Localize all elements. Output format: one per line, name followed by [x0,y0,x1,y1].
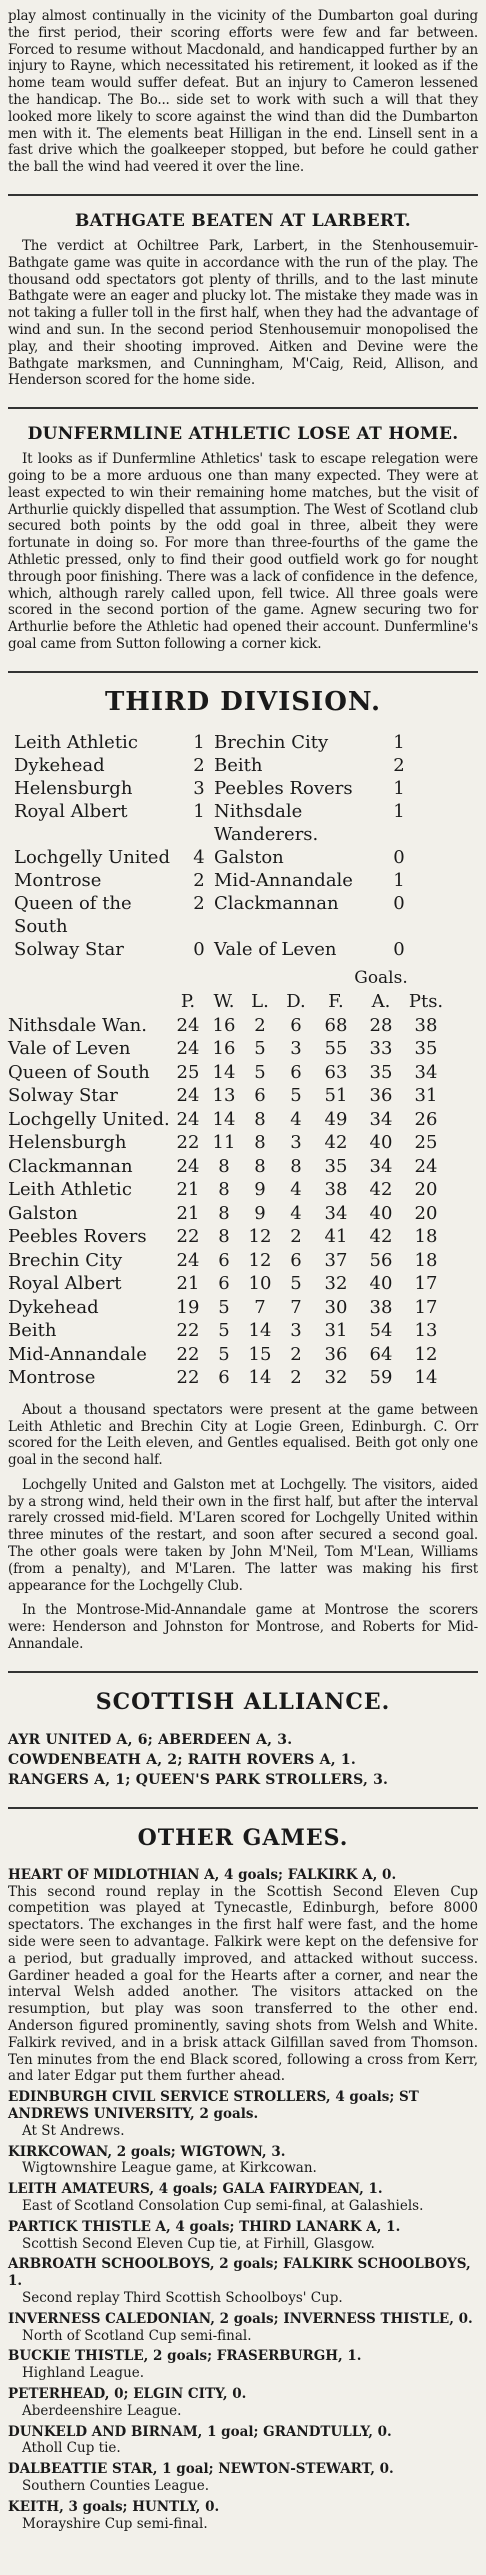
stat-cell: 8 [254,1155,266,1177]
table-row [8,1108,478,1132]
stat-cell: 8 [218,1179,230,1201]
stat-cell: 16 [212,1014,236,1036]
stat-cell: 36 [324,1343,348,1365]
stat-cell: 5 [290,1085,302,1107]
section-divider [8,1807,478,1809]
team-name: Dykehead [8,1296,99,1318]
stat-cell: 25 [176,1061,200,1083]
alliance-title: SCOTTISH ALLIANCE. [95,1688,391,1715]
team-name: Royal Albert [8,1273,122,1295]
table-row [8,1178,478,1202]
stat-cell: 14 [248,1367,272,1389]
stat-cell: 42 [369,1179,393,1201]
stat-cell: 19 [176,1296,200,1318]
stat-cell: 34 [369,1108,393,1130]
stat-cell: 11 [212,1132,236,1154]
stat-cell: 2 [290,1343,302,1365]
goals-label-row [8,967,478,991]
alliance-line: COWDENBEATH A, 2; RAITH ROVERS A, 1. [8,1751,356,1768]
report-leith-brechin: About a thousand spectators were present at the game between Leith Athletic and Brechin City at Logie Green, Edinburgh. C. Orr scored for the Leith eleven, and Gentles equalised. Beith got only one goal in the second half. [8,1401,478,1469]
stat-cell: 24 [414,1155,438,1177]
stat-cell: 38 [414,1014,438,1036]
stat-cell: 21 [176,1273,200,1295]
team-name: Lochgelly United. [8,1108,170,1130]
goals-label: Goals. [354,967,408,988]
team-name: Beith [8,1320,57,1342]
stat-cell: 35 [369,1061,393,1083]
stat-cell: 12 [248,1249,272,1271]
table-row [8,1319,478,1343]
stat-cell: 55 [324,1038,348,1060]
stat-cell: 22 [176,1132,200,1154]
stat-cell: 3 [290,1320,302,1342]
stat-cell: 22 [176,1320,200,1342]
stat-cell: 24 [176,1108,200,1130]
stat-cell: 24 [176,1038,200,1060]
stat-cell: 24 [176,1014,200,1036]
game-note: Wigtownshire League game, at Kirkcowan. [22,2160,317,2177]
stat-cell: 2 [290,1226,302,1248]
table-row [8,1343,478,1367]
game-note: Scottish Second Eleven Cup tie, at Firhill, Glasgow. [22,2235,375,2252]
team-name: Nithsdale Wan. [8,1014,147,1036]
stat-cell: 32 [324,1273,348,1295]
stat-cell: 37 [324,1249,348,1271]
other-games-title: OTHER GAMES. [137,1824,349,1851]
stat-cell: 24 [176,1249,200,1271]
alliance-results [8,1731,478,1789]
stat-cell: 40 [369,1273,393,1295]
team-name: Solway Star [8,1085,118,1107]
stat-cell: 5 [290,1273,302,1295]
stat-cell: 20 [414,1202,438,1224]
stat-cell: 14 [212,1108,236,1130]
table-row [8,1131,478,1155]
stat-cell: 17 [414,1273,438,1295]
stat-cell: 2 [254,1014,266,1036]
stat-cell: 14 [212,1061,236,1083]
stat-cell: 35 [414,1038,438,1060]
stat-cell: 4 [290,1202,302,1224]
result-row: Lochgelly United 4 Galston 0 [14,846,405,868]
alliance-line: AYR UNITED A, 6; ABERDEEN A, 3. [8,1731,293,1748]
table-row [8,1202,478,1226]
stat-cell: 8 [254,1108,266,1130]
section-divider [8,194,478,196]
stat-cell: 34 [369,1155,393,1177]
table-row [8,1296,478,1320]
game-note: At St Andrews. [22,2122,125,2139]
stat-cell: 30 [324,1296,348,1318]
game-headline: KIRKCOWAN, 2 goals; WIGTOWN, 3. [8,2143,286,2160]
game-headline: PETERHEAD, 0; ELGIN CITY, 0. [8,2385,247,2402]
alliance-line: RANGERS A, 1; QUEEN'S PARK STROLLERS, 3. [8,1771,389,1788]
stat-cell: 34 [324,1202,348,1224]
stat-cell: 9 [254,1202,266,1224]
game-headline: INVERNESS CALEDONIAN, 2 goals; INVERNESS THISTLE, 0. [8,2310,473,2327]
stat-cell: 38 [324,1179,348,1201]
stat-cell: 40 [369,1202,393,1224]
stat-cell: 5 [254,1038,266,1060]
section-divider [8,671,478,673]
game-note: Morayshire Cup semi-final. [22,2515,208,2532]
result-row: Queen of the South 2 Clackmannan 0 [14,892,405,937]
stat-cell: 41 [324,1226,348,1248]
result-row: Helensburgh 3 Peebles Rovers 1 [14,777,405,799]
stat-cell: 8 [290,1155,302,1177]
team-name: Mid-Annandale [8,1343,147,1365]
stat-cell: 63 [324,1061,348,1083]
stat-cell: 8 [218,1155,230,1177]
game-note: East of Scotland Consolation Cup semi-final, at Galashiels. [22,2198,424,2214]
stat-cell: 21 [176,1202,200,1224]
team-name: Vale of Leven [8,1038,131,1060]
team-name: Peebles Rovers [8,1226,147,1248]
stat-cell: 4 [290,1179,302,1201]
intro-paragraph: play almost continually in the vicinity of the Dumbarton goal during the first period, their scoring efforts were few and far between. Forced to resume without Macdonald, and handicapped further by an injury to Rayne, which necessitated his retirement, it looked as if the home team would suffer defeat. But an injury to Cameron lessened the handicap. The Bo... side set to work with such a will that they looked more likely to score against the wind than did the Dumbarton men with it. The elements beat Hilligan in the end. Linsell sent in a fast drive which the goalkeeper stopped, but before he could gather the ball the wind had veered it over the line. [8,8,478,176]
table-row [8,1155,478,1179]
stat-cell: 5 [254,1061,266,1083]
team-name: Clackmannan [8,1155,133,1177]
stat-cell: 13 [414,1320,438,1342]
stat-cell: 31 [324,1320,348,1342]
stat-cell: 5 [218,1296,230,1318]
stat-cell: 24 [176,1155,200,1177]
stat-cell: 17 [414,1296,438,1318]
stat-cell: 31 [414,1085,438,1107]
table-row [8,1272,478,1296]
team-name: Montrose [8,1367,96,1389]
stat-cell: 38 [369,1296,393,1318]
table-row [8,1225,478,1249]
stat-cell: 8 [218,1202,230,1224]
stat-cell: 7 [254,1296,266,1318]
game-headline: DALBEATTIE STAR, 1 goal; NEWTON-STEWART, 0. [8,2461,394,2478]
stat-cell: 34 [414,1061,438,1083]
report-lochgelly-galston: Lochgelly United and Galston met at Lochgelly. The visitors, aided by a strong wind, held their own in the first half, but after the interval rarely crossed mid-field. M'Laren scored for Lochgelly United within three minutes of the restart, and soon after secured a second goal. The other goals were taken by John M'Neil, Tom M'Lean, Williams (from a penalty), and M'Laren. The latter was making his first appearance for the Lochgelly Club. [8,1476,478,1594]
stat-cell: 6 [254,1085,266,1107]
game-headline: ARBROATH SCHOOLBOYS, 2 goals; FALKIRK SCHOOLBOYS, 1. [8,2256,471,2290]
stat-cell: 5 [218,1320,230,1342]
league-table [8,967,478,1390]
stat-cell: 26 [414,1108,438,1130]
stat-cell: 10 [248,1273,272,1295]
stat-cell: 6 [290,1061,302,1083]
table-row [8,1366,478,1390]
game-headline: EDINBURGH CIVIL SERVICE STROLLERS, 4 goals; ST ANDREWS UNIVERSITY, 2 goals. [8,2089,419,2123]
stat-cell: 6 [218,1249,230,1271]
dunfermline-paragraph: It looks as if Dunfermline Athletics' task to escape relegation were going to be a more arduous one than many expected. They were at least expected to win their remaining home matches, but the visit of Arthurlie quickly dispelled that assumption. The West of Scotland club secured both points by the odd goal in three, albeit they were fortunate in doing so. For more than three-fourths of the game the Athletic pressed, only to find their good outfield work go for nought through poor finishing. There was a lack of confidence in the defence, which, although rarely called upon, fell twice. All three goals were scored in the second portion of the game. Agnew securing two for Arthurlie before the Athletic had opened their account. Dunfermline's goal came from Sutton following a corner kick. [8,451,478,652]
game-headline: LEITH AMATEURS, 4 goals; GALA FAIRYDEAN, 1. [8,2181,383,2198]
stat-cell: 14 [414,1367,438,1389]
stat-cell: 20 [414,1179,438,1201]
game-headline: DUNKELD AND BIRNAM, 1 goal; GRANDTULLY, 0. [8,2423,392,2440]
hearts-report: This second round replay in the Scottish Second Eleven Cup competition was played at Tynecastle, Edinburgh, before 8000 spectators. The exchanges in the first half were fast, and the home side were seen to advantage. Falkirk were kept on the defensive for a period, but gradually improved, and attacked without success. Gardiner headed a goal for the Hearts after a corner, and near the interval Welsh added another. The visitors attacked on the resumption, but play was soon transferred to the other end. Anderson figured prominently, saving shots from Welsh and White. Falkirk revived, and in a brisk attack Gilfillan saved from Thomson. Ten minutes from the end Black scored, following a cross from Kerr, and later Edgar put them further ahead. [8,1883,478,2085]
result-row: Royal Albert 1 Nithsdale Wanderers. 1 [14,800,405,845]
table-row [8,1037,478,1061]
stat-cell: 56 [369,1249,393,1271]
stat-cell: 12 [414,1343,438,1365]
stat-cell: 33 [369,1038,393,1060]
third-division-title: THIRD DIVISION. [104,686,382,717]
stat-cell: 22 [176,1367,200,1389]
stat-cell: 6 [218,1273,230,1295]
stat-cell: 22 [176,1226,200,1248]
result-row: Solway Star 0 Vale of Leven 0 [14,938,405,960]
stat-cell: 22 [176,1343,200,1365]
team-name: Queen of South [8,1061,150,1083]
game-note: Second replay Third Scottish Schoolboys' Cup. [22,2289,343,2306]
stat-cell: 6 [290,1249,302,1271]
stat-cell: 40 [369,1132,393,1154]
stat-cell: 24 [176,1085,200,1107]
game-note: North of Scotland Cup semi-final. [22,2327,252,2344]
stat-cell: 7 [290,1296,302,1318]
stat-cell: 59 [369,1367,393,1389]
stat-cell: 42 [369,1226,393,1248]
table-row [8,1014,478,1038]
stat-cell: 51 [324,1085,348,1107]
table-row [8,1249,478,1273]
stat-cell: 28 [369,1014,393,1036]
section-divider [8,1671,478,1673]
stat-cell: 16 [212,1038,236,1060]
result-row: Dykehead 2 Beith 2 [14,754,405,776]
stat-cell: 4 [290,1108,302,1130]
stat-cell: 6 [290,1014,302,1036]
stat-cell: 14 [248,1320,272,1342]
game-headline: PARTICK THISTLE A, 4 goals; THIRD LANARK A, 1. [8,2218,401,2235]
stat-cell: 42 [324,1132,348,1154]
stat-cell: 13 [212,1085,236,1107]
team-name: Brechin City [8,1249,123,1271]
report-montrose: In the Montrose-Mid-Annandale game at Montrose the scorers were: Henderson and Johnston for Montrose, and Roberts for Mid-Annandale. [8,1602,478,1653]
table-header-row: P. W. L. D. F. A. Pts. [180,991,444,1013]
stat-cell: 5 [218,1343,230,1365]
stat-cell: 54 [369,1320,393,1342]
stat-cell: 3 [290,1132,302,1154]
game-note: Aberdeenshire League. [22,2402,182,2419]
table-row [8,1084,478,1108]
stat-cell: 3 [290,1038,302,1060]
hearts-headline: HEART OF MIDLOTHIAN A, 4 goals; FALKIRK A, 0. [8,1866,397,1883]
stat-cell: 18 [414,1226,438,1248]
stat-cell: 8 [218,1226,230,1248]
bathgate-paragraph: The verdict at Ochiltree Park, Larbert, in the Stenhousemuir-Bathgate game was quite in accordance with the run of the play. The thousand odd spectators got plenty of thrills, and to the last minute Bathgate were an eager and plucky lot. The mistake they made was in not taking a fuller toll in the first half, when they had the advantage of wind and sun. In the second period Stenhousemuir monopolised the play, and their shooting improved. Aitken and Devine were the Bathgate marksmen, and Cunningham, M'Caig, Reid, Allison, and Henderson scored for the home side. [8,237,478,389]
stat-cell: 68 [324,1014,348,1036]
stat-cell: 15 [248,1343,272,1365]
team-name: Helensburgh [8,1132,127,1154]
stat-cell: 35 [324,1155,348,1177]
table-body [8,1014,478,1390]
result-row: Montrose 2 Mid-Annandale 1 [14,869,405,891]
stat-cell: 36 [369,1085,393,1107]
stat-cell: 6 [218,1367,230,1389]
stat-cell: 64 [369,1343,393,1365]
stat-cell: 2 [290,1367,302,1389]
bathgate-headline: BATHGATE BEATEN AT LARBERT. [74,210,412,231]
stat-cell: 9 [254,1179,266,1201]
other-games-list [8,2089,478,2532]
team-name: Galston [8,1202,78,1224]
stat-cell: 12 [248,1226,272,1248]
stat-cell: 8 [254,1132,266,1154]
result-row: Leith Athletic 1 Brechin City 1 [14,731,405,753]
section-divider [8,407,478,409]
game-note: Highland League. [22,2365,145,2382]
team-name: Leith Athletic [8,1179,132,1201]
stat-cell: 18 [414,1249,438,1271]
game-note: Atholl Cup tie. [22,2440,121,2457]
stat-cell: 25 [414,1132,438,1154]
dunfermline-headline: DUNFERMLINE ATHLETIC LOSE AT HOME. [27,424,459,445]
game-headline: BUCKIE THISTLE, 2 goals; FRASERBURGH, 1. [8,2348,362,2365]
table-row [8,1061,478,1085]
stat-cell: 21 [176,1179,200,1201]
game-headline: KEITH, 3 goals; HUNTLY, 0. [8,2498,220,2515]
stat-cell: 49 [324,1108,348,1130]
game-note: Southern Counties League. [22,2477,210,2494]
stat-cell: 32 [324,1367,348,1389]
third-division-results [14,731,472,961]
